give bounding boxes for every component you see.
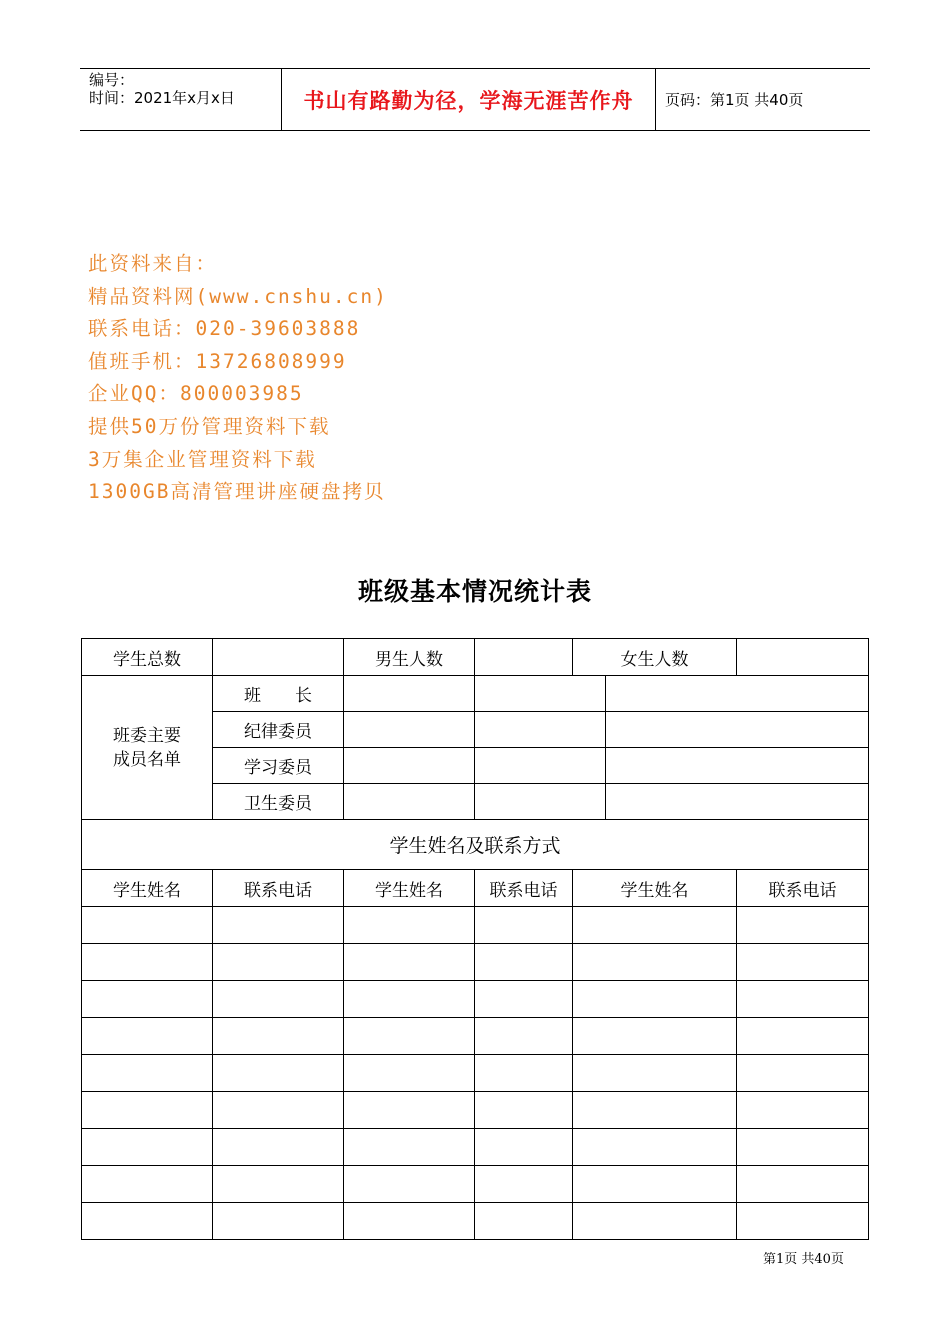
- contact-section-title: 学生姓名及联系方式: [82, 820, 869, 870]
- phone-cell[interactable]: [213, 1092, 344, 1129]
- phone-cell[interactable]: [213, 981, 344, 1018]
- student-name-cell[interactable]: [82, 981, 213, 1018]
- committee-cell[interactable]: [475, 748, 606, 784]
- student-name-cell[interactable]: [344, 981, 475, 1018]
- class-statistics-table: [81, 638, 869, 1240]
- phone-cell[interactable]: [737, 1129, 869, 1166]
- page-footer: 第1页 共40页: [763, 1252, 844, 1267]
- student-name-cell[interactable]: [573, 981, 737, 1018]
- student-name-cell[interactable]: [82, 1018, 213, 1055]
- committee-role: 卫生委员: [213, 784, 344, 820]
- student-name-cell[interactable]: [573, 1092, 737, 1129]
- total-students-label: 学生总数: [82, 639, 213, 676]
- table-row: [82, 944, 869, 981]
- committee-cell[interactable]: [344, 712, 475, 748]
- student-name-cell[interactable]: [573, 907, 737, 944]
- header-time-label: 时间：2021年x月x日: [89, 89, 235, 107]
- phone-cell[interactable]: [737, 1203, 869, 1240]
- table-row: [82, 1166, 869, 1203]
- committee-cell[interactable]: [606, 748, 869, 784]
- phone-cell[interactable]: [213, 944, 344, 981]
- committee-cell[interactable]: [475, 712, 606, 748]
- student-name-cell[interactable]: [573, 944, 737, 981]
- student-name-cell[interactable]: [344, 1018, 475, 1055]
- column-header: 联系电话: [213, 870, 344, 907]
- phone-cell[interactable]: [213, 1055, 344, 1092]
- student-name-cell[interactable]: [82, 944, 213, 981]
- student-name-cell[interactable]: [82, 907, 213, 944]
- committee-cell[interactable]: [475, 676, 606, 712]
- header-divider: [655, 69, 656, 130]
- column-header: 学生姓名: [82, 870, 213, 907]
- student-name-cell[interactable]: [82, 1166, 213, 1203]
- source-line: 值班手机：13726808999: [88, 349, 347, 373]
- column-header: 学生姓名: [573, 870, 737, 907]
- committee-cell[interactable]: [344, 748, 475, 784]
- phone-cell[interactable]: [475, 981, 573, 1018]
- total-students-value[interactable]: [213, 639, 344, 676]
- student-name-cell[interactable]: [344, 1092, 475, 1129]
- phone-cell[interactable]: [213, 1166, 344, 1203]
- student-name-cell[interactable]: [82, 1092, 213, 1129]
- student-name-cell[interactable]: [82, 1203, 213, 1240]
- phone-cell[interactable]: [737, 1055, 869, 1092]
- phone-cell[interactable]: [737, 907, 869, 944]
- source-line: 此资料来自：: [88, 252, 218, 275]
- contact-section-row: [82, 820, 869, 870]
- committee-role: 学习委员: [213, 748, 344, 784]
- student-name-cell[interactable]: [573, 1203, 737, 1240]
- phone-cell[interactable]: [737, 1018, 869, 1055]
- female-count-label: 女生人数: [573, 639, 737, 676]
- committee-role: 班 长: [213, 676, 344, 712]
- phone-cell[interactable]: [737, 1092, 869, 1129]
- committee-cell[interactable]: [606, 712, 869, 748]
- column-header: 联系电话: [475, 870, 573, 907]
- male-count-value[interactable]: [475, 639, 573, 676]
- table-row: [82, 1018, 869, 1055]
- phone-cell[interactable]: [213, 907, 344, 944]
- column-header: 联系电话: [737, 870, 869, 907]
- committee-label: 班委主要成员名单: [82, 676, 213, 820]
- student-name-cell[interactable]: [344, 907, 475, 944]
- table-row: [82, 1092, 869, 1129]
- phone-cell[interactable]: [213, 1203, 344, 1240]
- committee-row: [82, 676, 869, 712]
- committee-cell[interactable]: [344, 784, 475, 820]
- committee-role: 纪律委员: [213, 712, 344, 748]
- student-name-cell[interactable]: [344, 1166, 475, 1203]
- phone-cell[interactable]: [475, 1129, 573, 1166]
- student-name-cell[interactable]: [82, 1055, 213, 1092]
- student-name-cell[interactable]: [344, 1129, 475, 1166]
- student-name-cell[interactable]: [344, 1055, 475, 1092]
- committee-cell[interactable]: [606, 784, 869, 820]
- source-line: 1300GB高清管理讲座硬盘拷贝: [88, 480, 386, 504]
- header-motto: 书山有路勤为径，学海无涯苦作舟: [303, 88, 634, 113]
- committee-cell[interactable]: [344, 676, 475, 712]
- source-line: 企业QQ：800003985: [88, 382, 304, 406]
- page-title: 班级基本情况统计表: [357, 577, 592, 606]
- page-header: [80, 68, 870, 131]
- table-row: [82, 981, 869, 1018]
- student-name-cell[interactable]: [573, 1055, 737, 1092]
- table-row: [82, 1129, 869, 1166]
- student-name-cell[interactable]: [344, 1203, 475, 1240]
- source-info-block: [88, 248, 388, 509]
- phone-cell[interactable]: [475, 1092, 573, 1129]
- committee-cell[interactable]: [475, 784, 606, 820]
- phone-cell[interactable]: [475, 1203, 573, 1240]
- header-page-info: 页码：第1页 共40页: [665, 91, 804, 109]
- phone-cell[interactable]: [475, 907, 573, 944]
- column-header: 学生姓名: [344, 870, 475, 907]
- female-count-value[interactable]: [737, 639, 869, 676]
- source-line: 联系电话：020-39603888: [88, 317, 361, 341]
- phone-cell[interactable]: [213, 1018, 344, 1055]
- student-name-cell[interactable]: [573, 1129, 737, 1166]
- phone-cell[interactable]: [213, 1129, 344, 1166]
- table-row: [82, 1203, 869, 1240]
- header-meta: [89, 71, 279, 107]
- source-line: 3万集企业管理资料下载: [88, 447, 317, 471]
- phone-cell[interactable]: [475, 1166, 573, 1203]
- table-row: [82, 907, 869, 944]
- committee-cell[interactable]: [606, 676, 869, 712]
- phone-cell[interactable]: [475, 1055, 573, 1092]
- table-row: [82, 1055, 869, 1092]
- male-count-label: 男生人数: [344, 639, 475, 676]
- header-number-label: 编号：: [89, 71, 135, 89]
- phone-cell[interactable]: [737, 1166, 869, 1203]
- student-name-cell[interactable]: [344, 944, 475, 981]
- student-name-cell[interactable]: [82, 1129, 213, 1166]
- student-name-cell[interactable]: [573, 1166, 737, 1203]
- source-line: 提供50万份管理资料下载: [88, 414, 331, 438]
- phone-cell[interactable]: [737, 944, 869, 981]
- phone-cell[interactable]: [737, 981, 869, 1018]
- student-name-cell[interactable]: [573, 1018, 737, 1055]
- phone-cell[interactable]: [475, 944, 573, 981]
- contact-header-row: [82, 870, 869, 907]
- summary-row: [82, 639, 869, 676]
- phone-cell[interactable]: [475, 1018, 573, 1055]
- source-line: 精品资料网(www.cnshu.cn): [88, 284, 388, 308]
